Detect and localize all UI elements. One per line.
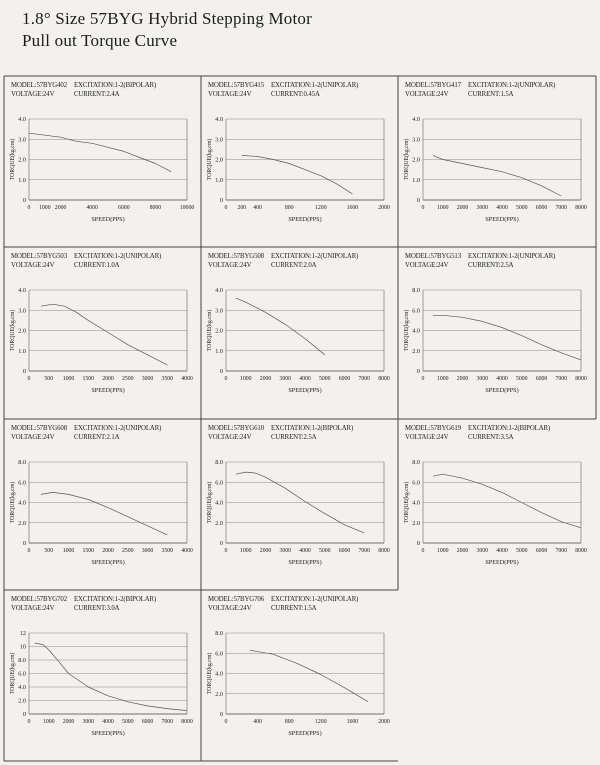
chart-current-label: CURRENT:3.5A: [468, 434, 514, 441]
x-axis-title: SPEED(PPS): [288, 559, 322, 566]
chart-voltage-label: VOLTAGE:24V: [11, 91, 55, 98]
x-tick-label: 6000: [535, 548, 548, 554]
x-tick-label: 5000: [515, 205, 528, 211]
x-tick-label: 1000: [39, 205, 51, 211]
x-tick-label: 3000: [82, 719, 95, 725]
chart-current-label: CURRENT:1.5A: [468, 91, 514, 98]
x-tick-label: 1000: [436, 376, 449, 382]
x-tick-label: 2000: [378, 205, 390, 211]
y-tick-label: 4.0: [215, 287, 223, 295]
x-tick-label: 1000: [62, 376, 75, 382]
chart-voltage-label: VOLTAGE:24V: [208, 605, 252, 612]
chart-model-label: MODEL:57BYG619: [405, 425, 461, 432]
x-tick-label: 4000: [181, 376, 193, 382]
y-tick-label: 2.0: [412, 519, 420, 527]
x-axis-title: SPEED(PPS): [485, 216, 519, 223]
chart-current-label: CURRENT:2.5A: [271, 434, 317, 441]
x-tick-label: 6000: [535, 205, 548, 211]
y-tick-label: 6.0: [412, 307, 420, 315]
torque-chart: [202, 592, 398, 762]
chart-panel: [202, 78, 398, 248]
torque-chart: [5, 249, 201, 419]
torque-curve: [242, 155, 353, 194]
y-tick-label: 0: [219, 368, 223, 376]
x-tick-label: 4000: [496, 548, 508, 554]
y-tick-label: 0: [416, 197, 420, 205]
chart-voltage-label: VOLTAGE:24V: [208, 434, 252, 441]
x-tick-label: 1200: [315, 719, 327, 725]
y-tick-label: 4.0: [215, 499, 223, 507]
x-tick-label: 8000: [575, 376, 587, 382]
chart-excitation-label: EXCITATION:1-2(UNIPOLAR): [74, 425, 162, 432]
chart-panel: [399, 421, 595, 591]
y-tick-label: 1.0: [412, 176, 420, 184]
torque-chart: [202, 249, 398, 419]
chart-model-label: MODEL:57BYG402: [11, 82, 67, 89]
chart-excitation-label: EXCITATION:1-2(BIPOLAR): [74, 82, 157, 89]
x-tick-label: 7000: [555, 548, 568, 554]
x-tick-label: 8000: [575, 548, 587, 554]
x-tick-label: 7000: [358, 548, 371, 554]
x-tick-label: 0: [224, 205, 228, 211]
x-tick-label: 0: [224, 376, 228, 382]
x-axis-title: SPEED(PPS): [288, 387, 322, 394]
x-tick-label: 5000: [318, 376, 331, 382]
y-axis-title: TORQUE(kg.cm): [10, 309, 16, 352]
x-axis-title: SPEED(PPS): [288, 216, 322, 223]
x-tick-label: 8000: [575, 205, 587, 211]
x-tick-label: 8000: [378, 548, 390, 554]
chart-excitation-label: EXCITATION:1-2(BIPOLAR): [271, 425, 354, 432]
y-tick-label: 0: [219, 711, 223, 719]
page-title-line1: 1.8° Size 57BYG Hybrid Stepping Motor: [22, 9, 312, 28]
torque-chart: [202, 78, 398, 248]
chart-panel: [202, 592, 398, 762]
x-tick-label: 2000: [62, 719, 75, 725]
y-tick-label: 0: [22, 540, 26, 548]
x-tick-label: 2000: [102, 376, 114, 382]
x-tick-label: 0: [421, 205, 425, 211]
x-tick-label: 4000: [299, 376, 311, 382]
chart-voltage-label: VOLTAGE:24V: [11, 262, 55, 269]
y-tick-label: 2.0: [215, 519, 223, 527]
x-tick-label: 3000: [476, 376, 489, 382]
y-tick-label: 4.0: [412, 499, 420, 507]
x-tick-label: 5000: [318, 548, 331, 554]
y-tick-label: 2.0: [412, 347, 420, 355]
y-tick-label: 0: [22, 711, 26, 719]
chart-panel: [5, 249, 201, 419]
x-tick-label: 3000: [279, 548, 292, 554]
chart-model-label: MODEL:57BYG608: [11, 425, 67, 432]
x-tick-label: 2000: [378, 719, 390, 725]
x-tick-label: 10000: [179, 205, 195, 211]
torque-curve: [41, 304, 167, 365]
x-tick-label: 1000: [239, 548, 252, 554]
chart-excitation-label: EXCITATION:1-2(UNIPOLAR): [468, 253, 556, 260]
chart-model-label: MODEL:57BYG508: [208, 253, 264, 260]
x-tick-label: 0: [421, 376, 425, 382]
y-axis-title: TORQUE(kg.cm): [10, 138, 16, 181]
x-tick-label: 3000: [476, 205, 489, 211]
x-axis-title: SPEED(PPS): [485, 559, 519, 566]
chart-panel: [5, 592, 201, 762]
torque-curve: [433, 155, 561, 196]
x-tick-label: 1200: [315, 205, 327, 211]
x-tick-label: 5000: [121, 719, 134, 725]
x-tick-label: 7000: [161, 719, 174, 725]
chart-model-label: MODEL:57BYG610: [208, 425, 264, 432]
x-tick-label: 2000: [456, 548, 469, 554]
y-tick-label: 4.0: [18, 499, 26, 507]
page-title-line2: Pull out Torque Curve: [22, 31, 178, 50]
x-tick-label: 0: [27, 376, 31, 382]
y-tick-label: 4.0: [18, 116, 26, 124]
y-tick-label: 1.0: [215, 176, 223, 184]
chart-panel: [202, 421, 398, 591]
y-tick-label: 6.0: [18, 479, 26, 487]
x-tick-label: 1000: [42, 719, 55, 725]
x-tick-label: 2000: [259, 376, 272, 382]
chart-excitation-label: EXCITATION:1-2(UNIPOLAR): [271, 253, 359, 260]
chart-voltage-label: VOLTAGE:24V: [405, 262, 449, 269]
x-tick-label: 1000: [239, 376, 252, 382]
x-tick-label: 7000: [555, 205, 568, 211]
x-tick-label: 1500: [82, 548, 95, 554]
y-tick-label: 8.0: [215, 630, 223, 638]
torque-chart: [5, 421, 201, 591]
y-tick-label: 6.0: [215, 650, 223, 658]
y-axis-title: TORQUE(kg.cm): [10, 652, 16, 695]
chart-current-label: CURRENT:1.0A: [74, 262, 120, 269]
chart-panel: [5, 421, 201, 591]
torque-curve: [236, 298, 325, 355]
y-tick-label: 1.0: [215, 347, 223, 355]
chart-current-label: CURRENT:2.5A: [468, 262, 514, 269]
x-tick-label: 500: [44, 548, 54, 554]
x-tick-label: 2000: [102, 548, 114, 554]
y-tick-label: 0: [219, 197, 223, 205]
y-tick-label: 2.0: [215, 690, 223, 698]
x-tick-label: 1000: [436, 205, 449, 211]
x-tick-label: 5000: [515, 376, 528, 382]
chart-panel: [202, 249, 398, 419]
y-axis-title: TORQUE(kg.cm): [207, 138, 213, 181]
y-tick-label: 8.0: [215, 459, 223, 467]
y-tick-label: 4.0: [18, 287, 26, 295]
y-tick-label: 6.0: [412, 479, 420, 487]
x-tick-label: 8000: [181, 719, 193, 725]
x-tick-label: 4000: [181, 548, 193, 554]
x-axis-title: SPEED(PPS): [485, 387, 519, 394]
y-tick-label: 4.0: [412, 327, 420, 335]
x-tick-label: 6000: [338, 548, 351, 554]
chart-current-label: CURRENT:3.0A: [74, 605, 120, 612]
x-tick-label: 0: [421, 548, 425, 554]
y-axis-title: TORQUE(kg.cm): [207, 309, 213, 352]
y-tick-label: 3.0: [18, 136, 26, 144]
x-tick-label: 4000: [299, 548, 311, 554]
chart-panel: [399, 78, 595, 248]
y-tick-label: 3.0: [18, 307, 26, 315]
y-tick-label: 2.0: [18, 697, 26, 705]
x-tick-label: 0: [224, 548, 228, 554]
torque-chart: [5, 592, 201, 762]
x-tick-label: 2000: [259, 548, 272, 554]
y-axis-title: TORQUE(kg.cm): [207, 652, 213, 695]
torque-chart: [399, 421, 595, 591]
x-tick-label: 4000: [496, 376, 508, 382]
y-tick-label: 8.0: [412, 459, 420, 467]
y-axis-title: TORQUE(kg.cm): [10, 481, 16, 524]
torque-curve: [433, 315, 581, 360]
y-tick-label: 1.0: [18, 176, 26, 184]
chart-excitation-label: EXCITATION:1-2(UNIPOLAR): [271, 82, 359, 89]
chart-model-label: MODEL:57BYG513: [405, 253, 461, 260]
y-tick-label: 2.0: [215, 156, 223, 164]
x-tick-label: 200: [237, 205, 247, 211]
y-tick-label: 4.0: [18, 684, 26, 692]
chart-current-label: CURRENT:2.1A: [74, 434, 120, 441]
x-tick-label: 0: [27, 548, 31, 554]
x-tick-label: 3500: [161, 548, 174, 554]
y-tick-label: 3.0: [215, 307, 223, 315]
x-tick-label: 0: [224, 719, 228, 725]
torque-chart: [399, 249, 595, 419]
y-tick-label: 0: [22, 197, 26, 205]
y-axis-title: TORQUE(kg.cm): [404, 309, 410, 352]
x-tick-label: 0: [27, 719, 31, 725]
x-tick-label: 1500: [82, 376, 95, 382]
x-tick-label: 4000: [496, 205, 508, 211]
y-axis-title: TORQUE(kg.cm): [404, 138, 410, 181]
x-tick-label: 2000: [456, 205, 469, 211]
y-tick-label: 0: [416, 368, 420, 376]
x-tick-label: 3000: [279, 376, 292, 382]
torque-curve: [41, 492, 167, 535]
y-tick-label: 2.0: [18, 519, 26, 527]
x-tick-label: 1000: [436, 548, 449, 554]
chart-excitation-label: EXCITATION:1-2(BIPOLAR): [74, 596, 157, 603]
y-axis-title: TORQUE(kg.cm): [404, 481, 410, 524]
chart-voltage-label: VOLTAGE:24V: [208, 262, 252, 269]
chart-voltage-label: VOLTAGE:24V: [11, 605, 55, 612]
torque-chart: [202, 421, 398, 591]
chart-voltage-label: VOLTAGE:24V: [405, 434, 449, 441]
x-tick-label: 3500: [161, 376, 174, 382]
y-tick-label: 2.0: [215, 327, 223, 335]
torque-chart: [5, 78, 201, 248]
y-axis-title: TORQUE(kg.cm): [207, 481, 213, 524]
y-tick-label: 4.0: [215, 670, 223, 678]
x-tick-label: 2500: [121, 548, 134, 554]
y-tick-label: 2.0: [18, 327, 26, 335]
x-tick-label: 4000: [86, 205, 98, 211]
x-tick-label: 500: [44, 376, 54, 382]
chart-excitation-label: EXCITATION:1-2(UNIPOLAR): [468, 82, 556, 89]
chart-excitation-label: EXCITATION:1-2(BIPOLAR): [468, 425, 551, 432]
torque-curve: [250, 650, 369, 702]
y-tick-label: 2.0: [18, 156, 26, 164]
y-tick-label: 8.0: [18, 657, 26, 665]
x-tick-label: 3000: [476, 548, 489, 554]
chart-current-label: CURRENT:2.0A: [271, 262, 317, 269]
page-title: [22, 8, 312, 52]
y-tick-label: 10: [19, 643, 26, 651]
torque-chart: [399, 78, 595, 248]
y-tick-label: 8.0: [412, 287, 420, 295]
x-axis-title: SPEED(PPS): [91, 387, 125, 394]
x-tick-label: 3000: [141, 376, 154, 382]
x-tick-label: 400: [253, 205, 262, 211]
chart-excitation-label: EXCITATION:1-2(UNIPOLAR): [271, 596, 359, 603]
chart-panel: [399, 249, 595, 419]
y-tick-label: 0: [416, 540, 420, 548]
x-tick-label: 5000: [515, 548, 528, 554]
x-tick-label: 1000: [62, 548, 75, 554]
chart-current-label: CURRENT:1.5A: [271, 605, 317, 612]
chart-panel: [5, 78, 201, 248]
x-tick-label: 2000: [54, 205, 67, 211]
x-axis-title: SPEED(PPS): [288, 730, 322, 737]
x-tick-label: 6000: [535, 376, 548, 382]
y-tick-label: 3.0: [215, 136, 223, 144]
chart-current-label: CURRENT:0.45A: [271, 91, 320, 98]
x-tick-label: 800: [284, 719, 294, 725]
y-tick-label: 3.0: [412, 136, 420, 144]
x-tick-label: 3000: [141, 548, 154, 554]
x-tick-label: 2000: [456, 376, 469, 382]
chart-excitation-label: EXCITATION:1-2(UNIPOLAR): [74, 253, 162, 260]
chart-voltage-label: VOLTAGE:24V: [208, 91, 252, 98]
chart-model-label: MODEL:57BYG415: [208, 82, 264, 89]
x-tick-label: 2500: [121, 376, 134, 382]
x-tick-label: 800: [284, 205, 294, 211]
y-tick-label: 8.0: [18, 459, 26, 467]
y-tick-label: 4.0: [215, 116, 223, 124]
y-tick-label: 0: [219, 540, 223, 548]
x-tick-label: 8000: [149, 205, 162, 211]
x-tick-label: 1600: [346, 205, 359, 211]
x-tick-label: 1600: [346, 719, 359, 725]
x-tick-label: 7000: [555, 376, 568, 382]
x-tick-label: 400: [253, 719, 262, 725]
chart-voltage-label: VOLTAGE:24V: [11, 434, 55, 441]
y-tick-label: 1.0: [18, 347, 26, 355]
x-tick-label: 6000: [338, 376, 351, 382]
y-tick-label: 4.0: [412, 116, 420, 124]
y-tick-label: 2.0: [412, 156, 420, 164]
x-tick-label: 7000: [358, 376, 371, 382]
chart-current-label: CURRENT:2.4A: [74, 91, 120, 98]
chart-model-label: MODEL:57BYG702: [11, 596, 67, 603]
x-axis-title: SPEED(PPS): [91, 559, 125, 566]
y-tick-label: 12: [19, 630, 26, 638]
x-tick-label: 0: [27, 205, 31, 211]
chart-voltage-label: VOLTAGE:24V: [405, 91, 449, 98]
y-tick-label: 6.0: [18, 670, 26, 678]
x-tick-label: 6000: [141, 719, 154, 725]
x-tick-label: 6000: [118, 205, 130, 211]
chart-model-label: MODEL:57BYG503: [11, 253, 67, 260]
y-tick-label: 6.0: [215, 479, 223, 487]
chart-model-label: MODEL:57BYG706: [208, 596, 264, 603]
x-axis-title: SPEED(PPS): [91, 216, 125, 223]
y-tick-label: 0: [22, 368, 26, 376]
chart-model-label: MODEL:57BYG417: [405, 82, 461, 89]
x-tick-label: 4000: [102, 719, 114, 725]
x-tick-label: 8000: [378, 376, 390, 382]
x-axis-title: SPEED(PPS): [91, 730, 125, 737]
